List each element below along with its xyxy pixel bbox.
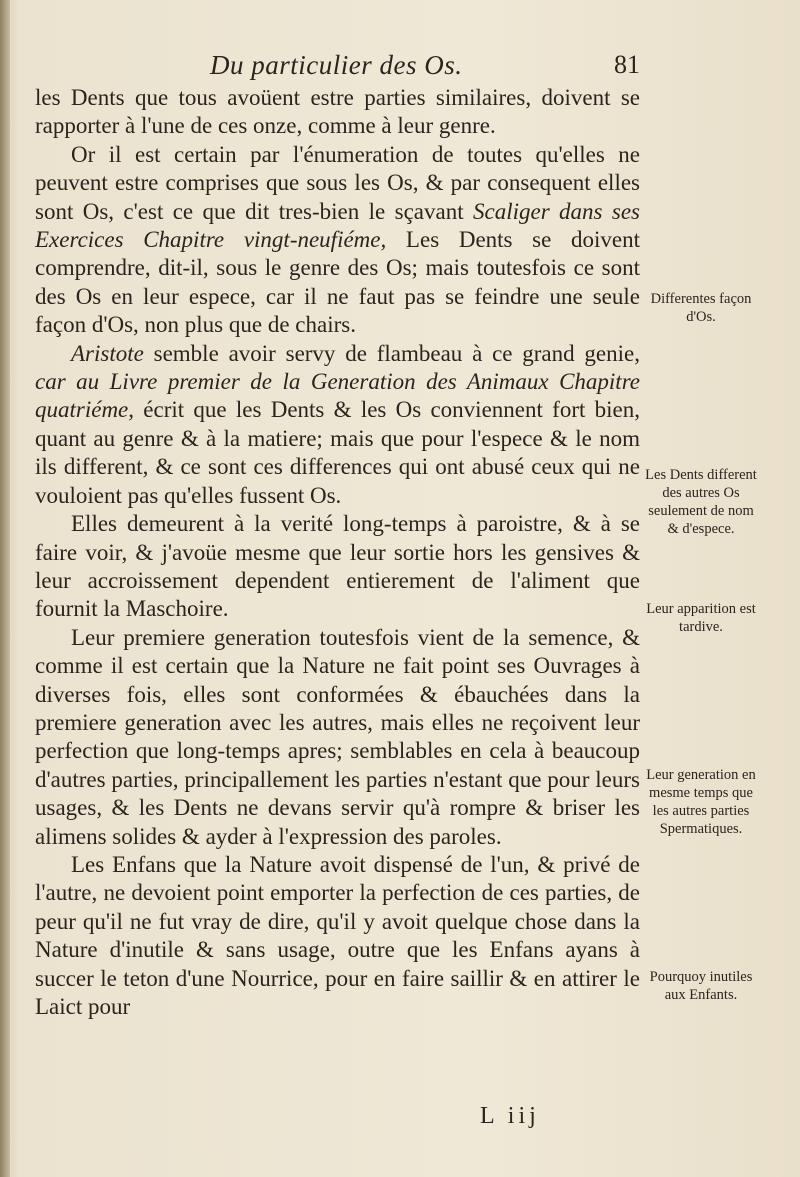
page-header (40, 50, 640, 84)
paragraph-6: Les Enfans que la Nature avoit dispensé de l'un, & privé de l'autre, ne devoient point emporter la perfection de ces parties, de peur qu'il ne fut vray de dire, qu'il y avoit quelque chose dans la Nature d'inutile & sans usage, outre que les Enfans ayans à succer le teton d'une Nourrice, pour en faire saillir & en attirer le Laict pour (35, 851, 640, 1019)
margin-note-dents-different: Les Dents different des autres Os seulement de nom & d'espece. (645, 467, 757, 537)
paragraph-2-text-b: Les Dents se doivent comprendre, dit-il, sous le genre des Os; mais toutesfois ce sont des Os en leur espece, car il ne faut pas se feindre une seule façon d'Os, non plus que de chairs. (35, 227, 641, 338)
paragraph-3-citation: car au Livre premier de la Generation des Animaux Chapitre quatriéme, (35, 369, 640, 423)
paragraph-2-text-a: Or il est certain par l'énumeration de toutes qu'elles ne peuvent estre comprises que sous les Os, & par consequent elles sont Os, c'est ce que dit tres-bien le sçavant (35, 141, 640, 224)
signature-mark: L iij (480, 1103, 540, 1129)
main-text-column (35, 84, 640, 1021)
running-title: Du particulier des Os. (210, 50, 463, 80)
margin-note-pourquoy: Pourquoy inutiles aux Enfants. (649, 969, 753, 1003)
margin-note-generation: Leur generation en mesme temps que les autres parties Spermatiques. (646, 767, 756, 837)
paragraph-3-text-a: semble avoir servy de flambeau à ce grand genie, (143, 340, 640, 366)
paragraph-3 (35, 340, 640, 510)
paragraph-3-text-b: écrit que les Dents & les Os conviennent fort bien, quant au genre & à la matiere; mais que pour l'espece & le nom ils different, & ce sont ces differences qui ont abusé ceux qui ne vouloient pas qu'elles fussent Os. (35, 397, 640, 508)
paragraph-4: Elles demeurent à la verité long-temps à paroistre, & à se faire voir, & j'avoüe mesme que leur sortie hors les gensives & leur accroissement dependent entierement de l'aliment que fournit la Maschoire. (35, 511, 640, 622)
paragraph-1: les Dents que tous avoüent estre parties similaires, doivent se rapporter à l'une de ces onze, comme à leur genre. (35, 85, 640, 139)
paragraph-3-author: Aristote (71, 340, 144, 366)
paragraph-2 (35, 141, 640, 340)
margin-note-differentes: Differentes façon d'Os. (650, 291, 752, 325)
paragraph-2-citation: Scaliger dans ses Exercices Chapitre vingt-neufiéme, (35, 198, 640, 253)
book-spine-edge (0, 0, 10, 1177)
margin-note-apparition: Leur apparition est tardive. (646, 601, 756, 635)
page-number: 81 (614, 50, 640, 79)
paragraph-5: Leur premiere generation toutesfois vient de la semence, & comme il est certain que la Nature ne fait point ses Ouvrages à diverses fois, elles sont conformées & ébauchées dans la premiere generation avec les autres, mais elles ne reçoivent leur perfection que long-temps apres; semblables en cela à beaucoup d'autres parties, principallement les parties n'estant que pour leurs usages, & les Dents ne devans servir qu'à rompre & briser les alimens solides & ayder à l'expression des paroles. (35, 624, 640, 849)
